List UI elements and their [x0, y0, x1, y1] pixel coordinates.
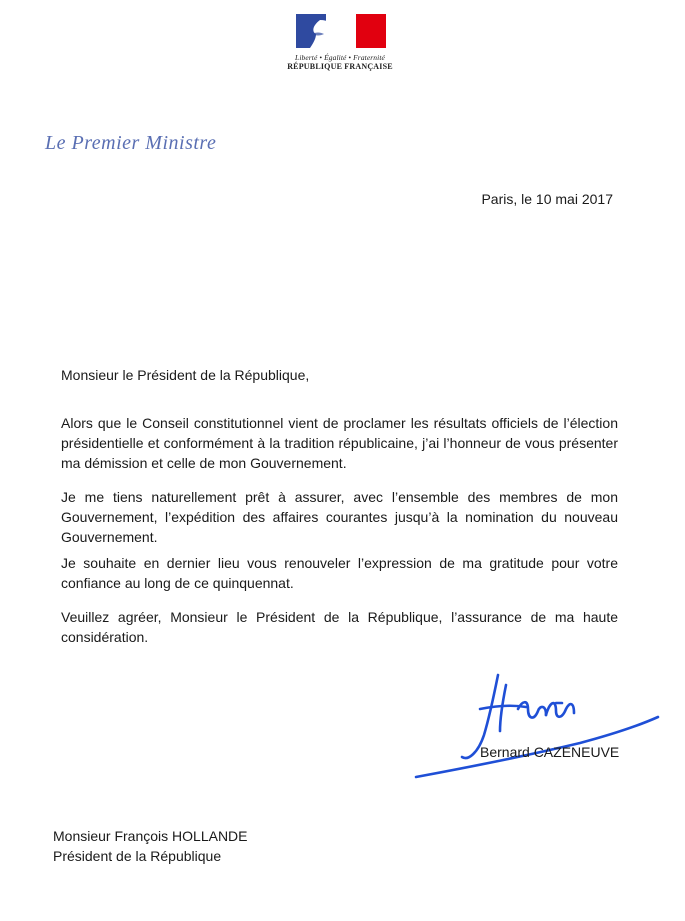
- recipient-title: Président de la République: [53, 848, 222, 864]
- motto: Liberté • Égalité • Fraternité: [295, 53, 385, 62]
- paragraph: Je souhaite en dernier lieu vous renouveler l’expression de ma gratitude pour votre confiance au long de ce quinquennat.: [61, 555, 618, 591]
- marianne-emblem-icon: [290, 12, 390, 50]
- paragraph: Je me tiens naturellement prêt à assurer, avec l’ensemble des membres de mon Gouvernement, l’expédition des affaires courantes jusqu’à la nomination du nouveau Gouvernement.: [61, 489, 618, 545]
- marianne-logo: [285, 12, 395, 71]
- letter-date: Paris, le 10 mai 2017: [481, 191, 613, 207]
- recipient-name: Monsieur François HOLLANDE: [53, 828, 248, 844]
- handwritten-signature: [410, 665, 670, 785]
- republic-name: RÉPUBLIQUE FRANÇAISE: [287, 62, 393, 71]
- paragraph: Veuillez agréer, Monsieur le Président de la République, l’assurance de ma haute considération.: [61, 609, 618, 645]
- recipient-block: [53, 826, 248, 866]
- signer-name: Bernard CAZENEUVE: [480, 744, 620, 760]
- salutation: Monsieur le Président de la République,: [61, 367, 310, 383]
- office-title: Le Premier Ministre: [45, 132, 217, 154]
- paragraph: Alors que le Conseil constitutionnel vient de proclamer les résultats officiels de l’élection présidentielle et conformément à la tradition républicaine, j’ai l’honneur de vous présenter ma démission et celle de mon Gouvernement.: [61, 415, 618, 471]
